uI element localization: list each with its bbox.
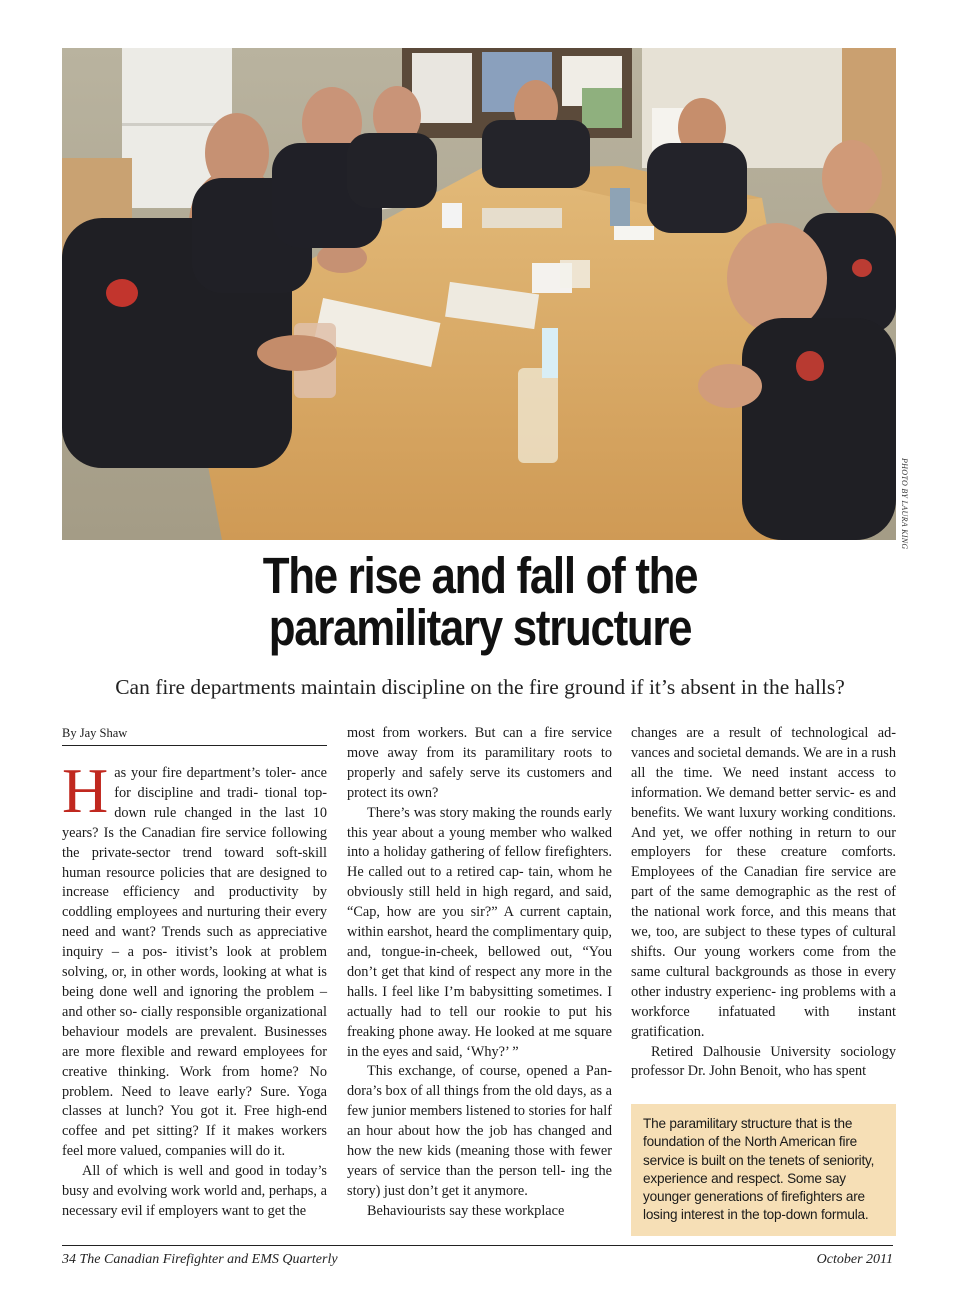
deck-subtitle: Can fire departments maintain discipline on the fire ground if it’s absent in the halls? [115, 675, 845, 699]
paragraph [62, 755, 327, 1162]
photo-credit: PHOTO BY LAURA KING [900, 458, 909, 550]
column-3 [631, 724, 896, 1082]
byline: By Jay Shaw [62, 726, 327, 746]
paragraph: changes are a result of technological ad- vances and societal demands. We are in a rush all the time. We need instant access to information. We demand better servic- es and benefits. We want luxury working conditions. And yet, we offer nothing in return to our employers for these creature comforts. Employees of the Canadian fire service are part of the same demographic as the rest of the national work force, and this means that we, too, are subject to these types of cultural shifts. Our young workers come from the same cultural backgrounds as those in every other industry experienc- ing problems with a workforce infatuated with instant gratification. [631, 725, 896, 1040]
drop-cap: H [62, 755, 109, 826]
headline-line-1: The rise and fall of the [262, 547, 698, 604]
headline [119, 547, 841, 656]
paragraph: There’s was story making the rounds early this year about a young member who walked into a holiday gathering of fellow firefighters. He called out to a retired cap- tain, whom he obviously still held in high regard, and said, “Cap, how are you sir?” A current captain, within earshot, heard the complimentary quip, and, tongue-in-cheek, bellowed out, “You don’t get that kind of respect any more in the halls. I feel like I’m babysitting sometimes. I actually had to tell our rookie to put his freaking phone away. He looked at me square in the eyes and said, ‘Why?’ ” [347, 804, 612, 1060]
firefighters-meeting-photo-icon [62, 48, 896, 540]
pull-quote: The paramilitary structure that is the foundation of the North American fire service is built on the tenets of seniority, experience and respect. Some say younger generations of firefighters are losing interest in the top-down formula. [631, 1104, 896, 1236]
column-1 [62, 755, 327, 1222]
paragraph: most from workers. But can a fire service move away from its paramilitary roots to properly and safely serve its customers and protect its own? [347, 725, 612, 801]
footer-date: October 2011 [816, 1252, 893, 1267]
paragraph-text: as your fire department’s toler- ance for discipline and tradi- tional top-down rule changed in the last 10 years? Is the Canadian fire service following the private-sector trend toward soft-skill human resource policies that are designed to increase efficiency and productivity by coddling employees and nurturing their every need and want? Trends such as appreciative inquiry – a pos- itivist’s look at problem solving, or, in other words, looking at what is being done well and ignoring the problem – and other so- cially responsible organizational behaviour models are prevalent. Businesses are more flexible and reward employees for creative thinking. Work from home? No problem. Need to leave early? Sure. Yoga classes at lunch? You got it. Free high-end coffee and pet sitting? If it makes workers feel more valued, companies will do it. [62, 765, 327, 1160]
paragraph: Retired Dalhousie University sociology professor Dr. John Benoit, who has spent [631, 1043, 896, 1080]
article-photo [62, 48, 896, 540]
footer-publication: 34 The Canadian Firefighter and EMS Quarterly [62, 1252, 338, 1267]
column-2 [347, 724, 612, 1222]
headline-line-2: paramilitary structure [268, 599, 692, 656]
paragraph: This exchange, of course, opened a Pan- dora’s box of all things from the old days, as a few junior members listened to stories for half an hour about how the job has changed and how the new kids (meaning those with fewer years of service than the person tell- ing the story) just don’t get it anymore. [347, 1063, 612, 1199]
footer-rule [62, 1245, 893, 1246]
paragraph: All of which is well and good in today’s busy and evolving work world and, perhaps, a necessary evil if employers want to get the [62, 1163, 327, 1219]
paragraph: Behaviourists say these workplace [367, 1202, 565, 1219]
